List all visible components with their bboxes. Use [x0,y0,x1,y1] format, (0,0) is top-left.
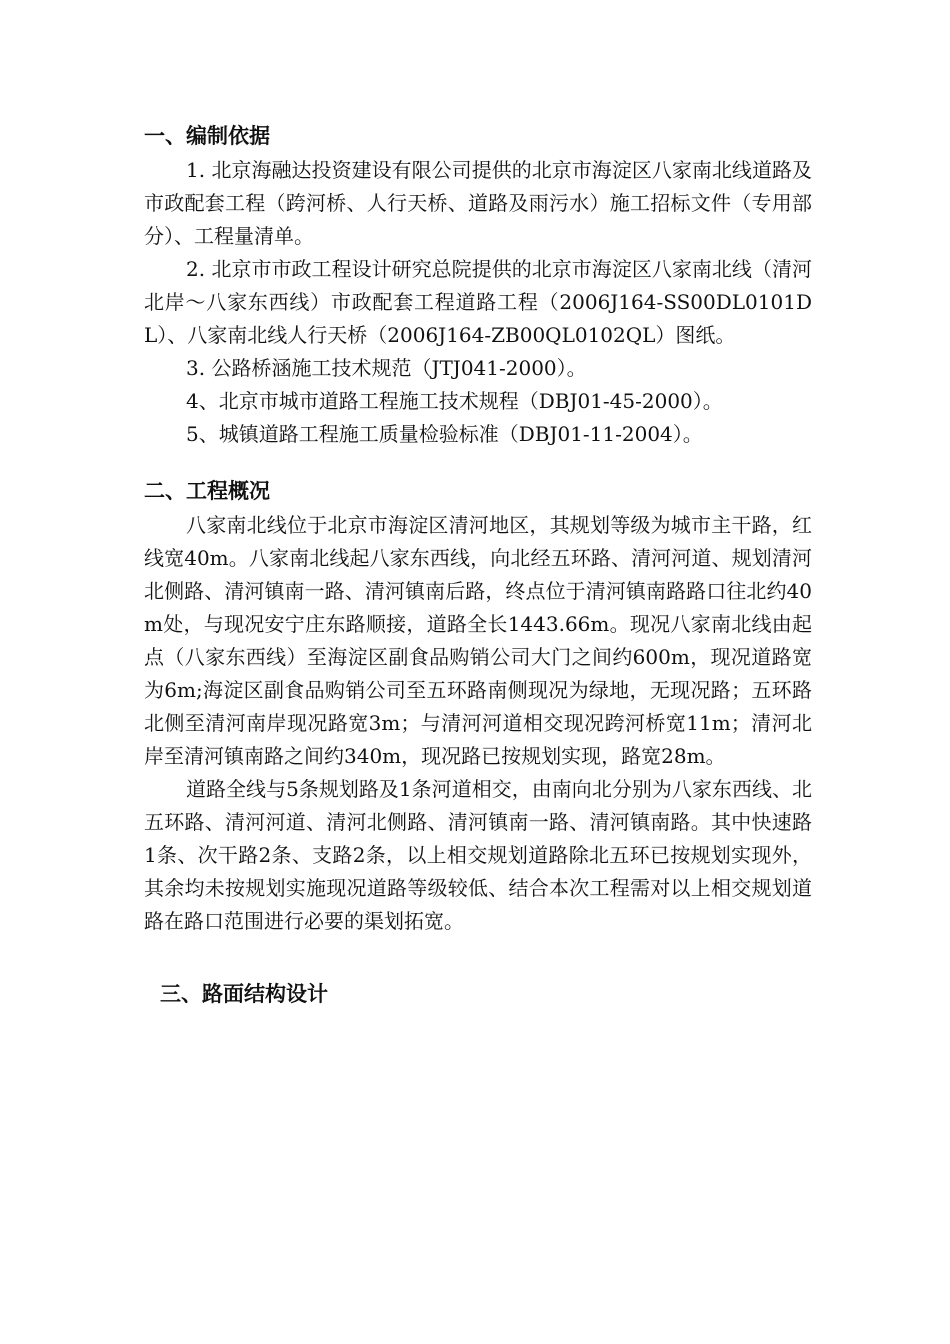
section-heading-pavement: 三、路面结构设计 [160,982,328,1006]
overview-paragraph-1: 八家南北线位于北京市海淀区清河地区，其规划等级为城市主干路，红线宽40m。八家南北线起八家东西线，向北经五环路、清河河道、规划清河北侧路、清河镇南一路、清河镇南后路，终点位于清河镇南路路口往北约40m处，与现况安宁庄东路顺接，道路全长1443.66m。现况八家南北线由起点（八家东西线）至海淀区副食品购销公司大门之间约600m，现况道路宽为6m;海淀区副食品购销公司至五环路南侧现况为绿地，无现况路；五环路北侧至清河南岸现况路宽3m；与清河河道相交现况跨河桥宽11m；清河北岸至清河镇南路之间约340m，现况路已按规划实现，路宽28m。 [144,513,812,768]
basis-item-3: 3. 公路桥涵施工技术规范（JTJ041-2000）。 [186,356,587,380]
document-body [144,118,812,1012]
section-heading-basis: 一、编制依据 [144,124,270,148]
basis-item-2: 2. 北京市市政工程设计研究总院提供的北京市海淀区八家南北线（清河北岸～八家东西线）市政配套工程道路工程（2006J164-SS00DL0101DL）、八家南北线人行天桥（2006J164-ZB00QL0102QL）图纸。 [144,257,812,347]
section-heading-overview: 二、工程概况 [144,479,270,503]
basis-list [144,154,812,451]
basis-item-5: 5、城镇道路工程施工质量检验标准（DBJ01-11-2004）。 [186,422,703,446]
basis-item-4: 4、北京市城市道路工程施工技术规程（DBJ01-45-2000）。 [186,389,723,413]
overview-paragraph-2: 道路全线与5条规划路及1条河道相交，由南向北分别为八家东西线、北五环路、清河河道、清河北侧路、清河镇南一路、清河镇南路。其中快速路1条、次干路2条、支路2条，以上相交规划道路除北五环已按规划实现外，其余均未按规划实施现况道路等级较低、结合本次工程需对以上相交规划道路在路口范围进行必要的渠划拓宽。 [144,777,812,933]
basis-item-1: 1. 北京海融达投资建设有限公司提供的北京市海淀区八家南北线道路及市政配套工程（跨河桥、人行天桥、道路及雨污水）施工招标文件（专用部分）、工程量清单。 [144,158,812,248]
